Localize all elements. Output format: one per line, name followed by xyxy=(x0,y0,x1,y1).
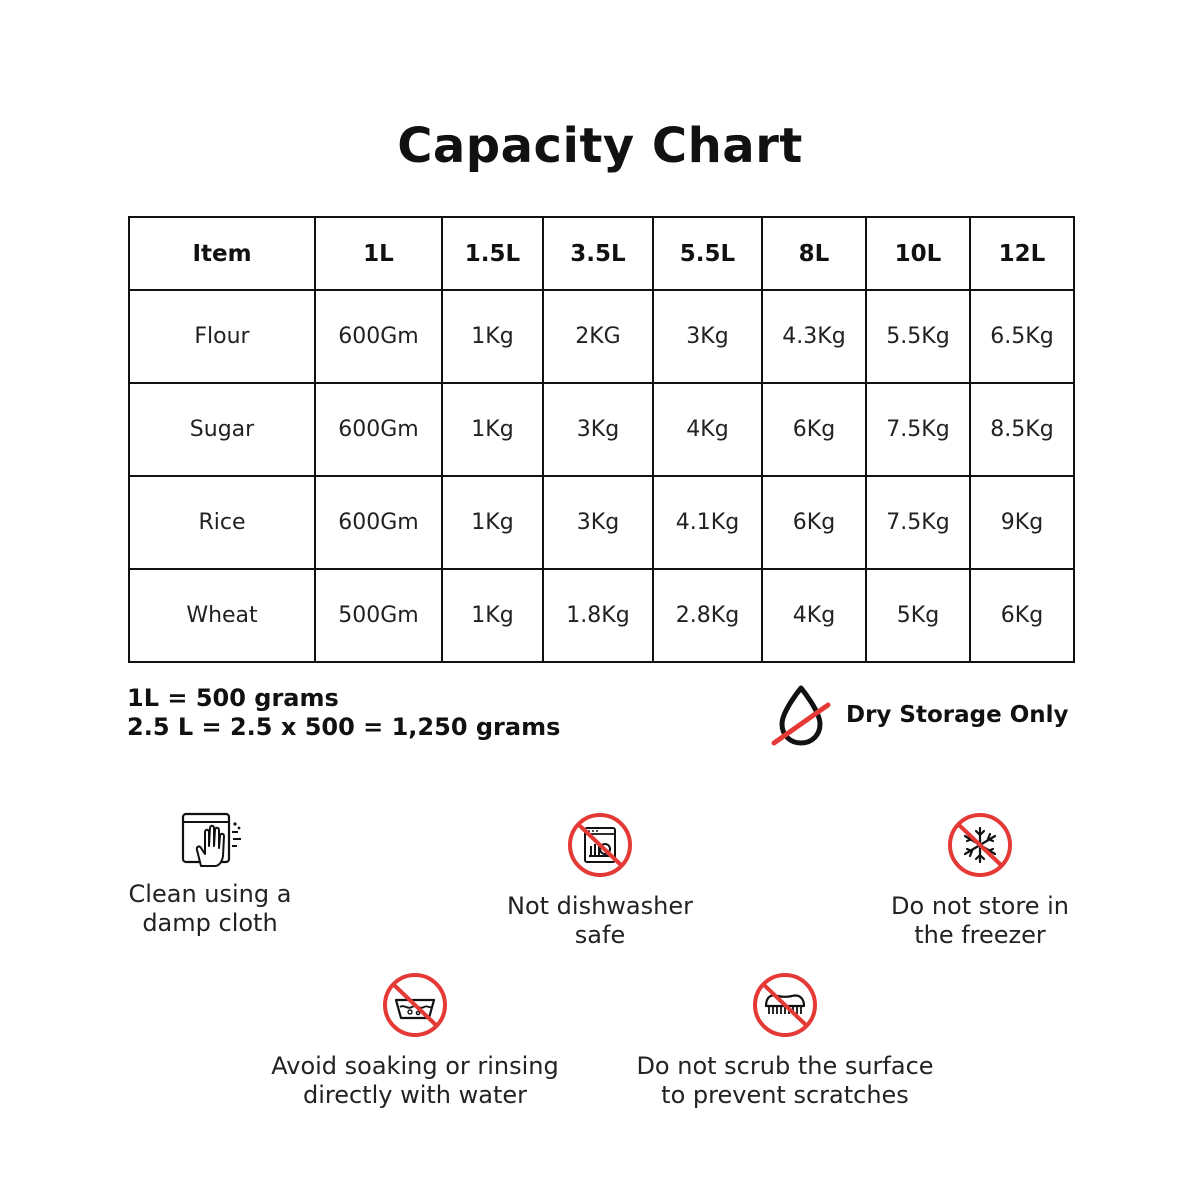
no-freezer-icon xyxy=(947,812,1013,878)
care-label: Avoid soaking or rinsing directly with water xyxy=(271,1052,559,1109)
table-cell: 6Kg xyxy=(970,569,1074,662)
table-cell: Rice xyxy=(129,476,315,569)
table-cell: 3Kg xyxy=(653,290,762,383)
no-soaking-icon xyxy=(382,972,448,1038)
header-12l: 12L xyxy=(970,217,1074,290)
table-header-row xyxy=(129,217,1074,290)
table-cell: 8.5Kg xyxy=(970,383,1074,476)
table-cell: Sugar xyxy=(129,383,315,476)
table-cell: 1Kg xyxy=(442,383,543,476)
table-row-rice xyxy=(129,476,1074,569)
no-scrubbing-icon xyxy=(752,972,818,1038)
dry-storage-badge xyxy=(770,683,1069,747)
care-item-clean xyxy=(110,810,310,938)
care-label: Do not scrub the surface to prevent scratches xyxy=(636,1052,934,1109)
table-cell: 600Gm xyxy=(315,290,442,383)
table-cell: 1Kg xyxy=(442,290,543,383)
no-water-drop-icon xyxy=(770,683,832,747)
table-cell: Flour xyxy=(129,290,315,383)
care-item-dishwasher xyxy=(480,812,720,950)
care-item-soaking xyxy=(250,972,580,1110)
table-cell: 3Kg xyxy=(543,383,653,476)
table-cell: 600Gm xyxy=(315,383,442,476)
table-cell: 1Kg xyxy=(442,569,543,662)
table-cell: 6.5Kg xyxy=(970,290,1074,383)
table-cell: 1Kg xyxy=(442,476,543,569)
cleaning-cloth-hand-icon xyxy=(175,810,245,868)
header-8l: 8L xyxy=(762,217,866,290)
table-cell: 7.5Kg xyxy=(866,383,970,476)
header-item: Item xyxy=(129,217,315,290)
care-label: Do not store in the freezer xyxy=(891,892,1069,949)
table-cell: 4Kg xyxy=(653,383,762,476)
table-cell: 6Kg xyxy=(762,476,866,569)
table-cell: 5.5Kg xyxy=(866,290,970,383)
table-cell: 600Gm xyxy=(315,476,442,569)
table-row-flour xyxy=(129,290,1074,383)
table-cell: 500Gm xyxy=(315,569,442,662)
table-cell: 4Kg xyxy=(762,569,866,662)
care-label: Clean using a damp cloth xyxy=(128,880,292,937)
table-cell: 2.8Kg xyxy=(653,569,762,662)
conversion-note xyxy=(127,684,560,742)
dry-storage-label: Dry Storage Only xyxy=(846,702,1069,728)
table-cell: 4.3Kg xyxy=(762,290,866,383)
header-10l: 10L xyxy=(866,217,970,290)
care-item-scrubbing xyxy=(615,972,955,1110)
table-cell: 6Kg xyxy=(762,383,866,476)
page-title: Capacity Chart xyxy=(397,118,803,174)
care-label: Not dishwasher safe xyxy=(507,892,693,949)
table-cell: 3Kg xyxy=(543,476,653,569)
table-row-wheat xyxy=(129,569,1074,662)
table-cell: 1.8Kg xyxy=(543,569,653,662)
table-cell: 7.5Kg xyxy=(866,476,970,569)
header-5-5l: 5.5L xyxy=(653,217,762,290)
table-cell: 2KG xyxy=(543,290,653,383)
table-cell: 9Kg xyxy=(970,476,1074,569)
no-dishwasher-icon xyxy=(567,812,633,878)
conversion-line-1: 1L = 500 grams xyxy=(127,684,339,712)
header-3-5l: 3.5L xyxy=(543,217,653,290)
table-cell: Wheat xyxy=(129,569,315,662)
capacity-table xyxy=(128,216,1075,663)
conversion-line-2: 2.5 L = 2.5 x 500 = 1,250 grams xyxy=(127,713,561,741)
table-row-sugar xyxy=(129,383,1074,476)
header-1l: 1L xyxy=(315,217,442,290)
table-cell: 4.1Kg xyxy=(653,476,762,569)
table-cell: 5Kg xyxy=(866,569,970,662)
header-1-5l: 1.5L xyxy=(442,217,543,290)
care-item-freezer xyxy=(870,812,1090,950)
